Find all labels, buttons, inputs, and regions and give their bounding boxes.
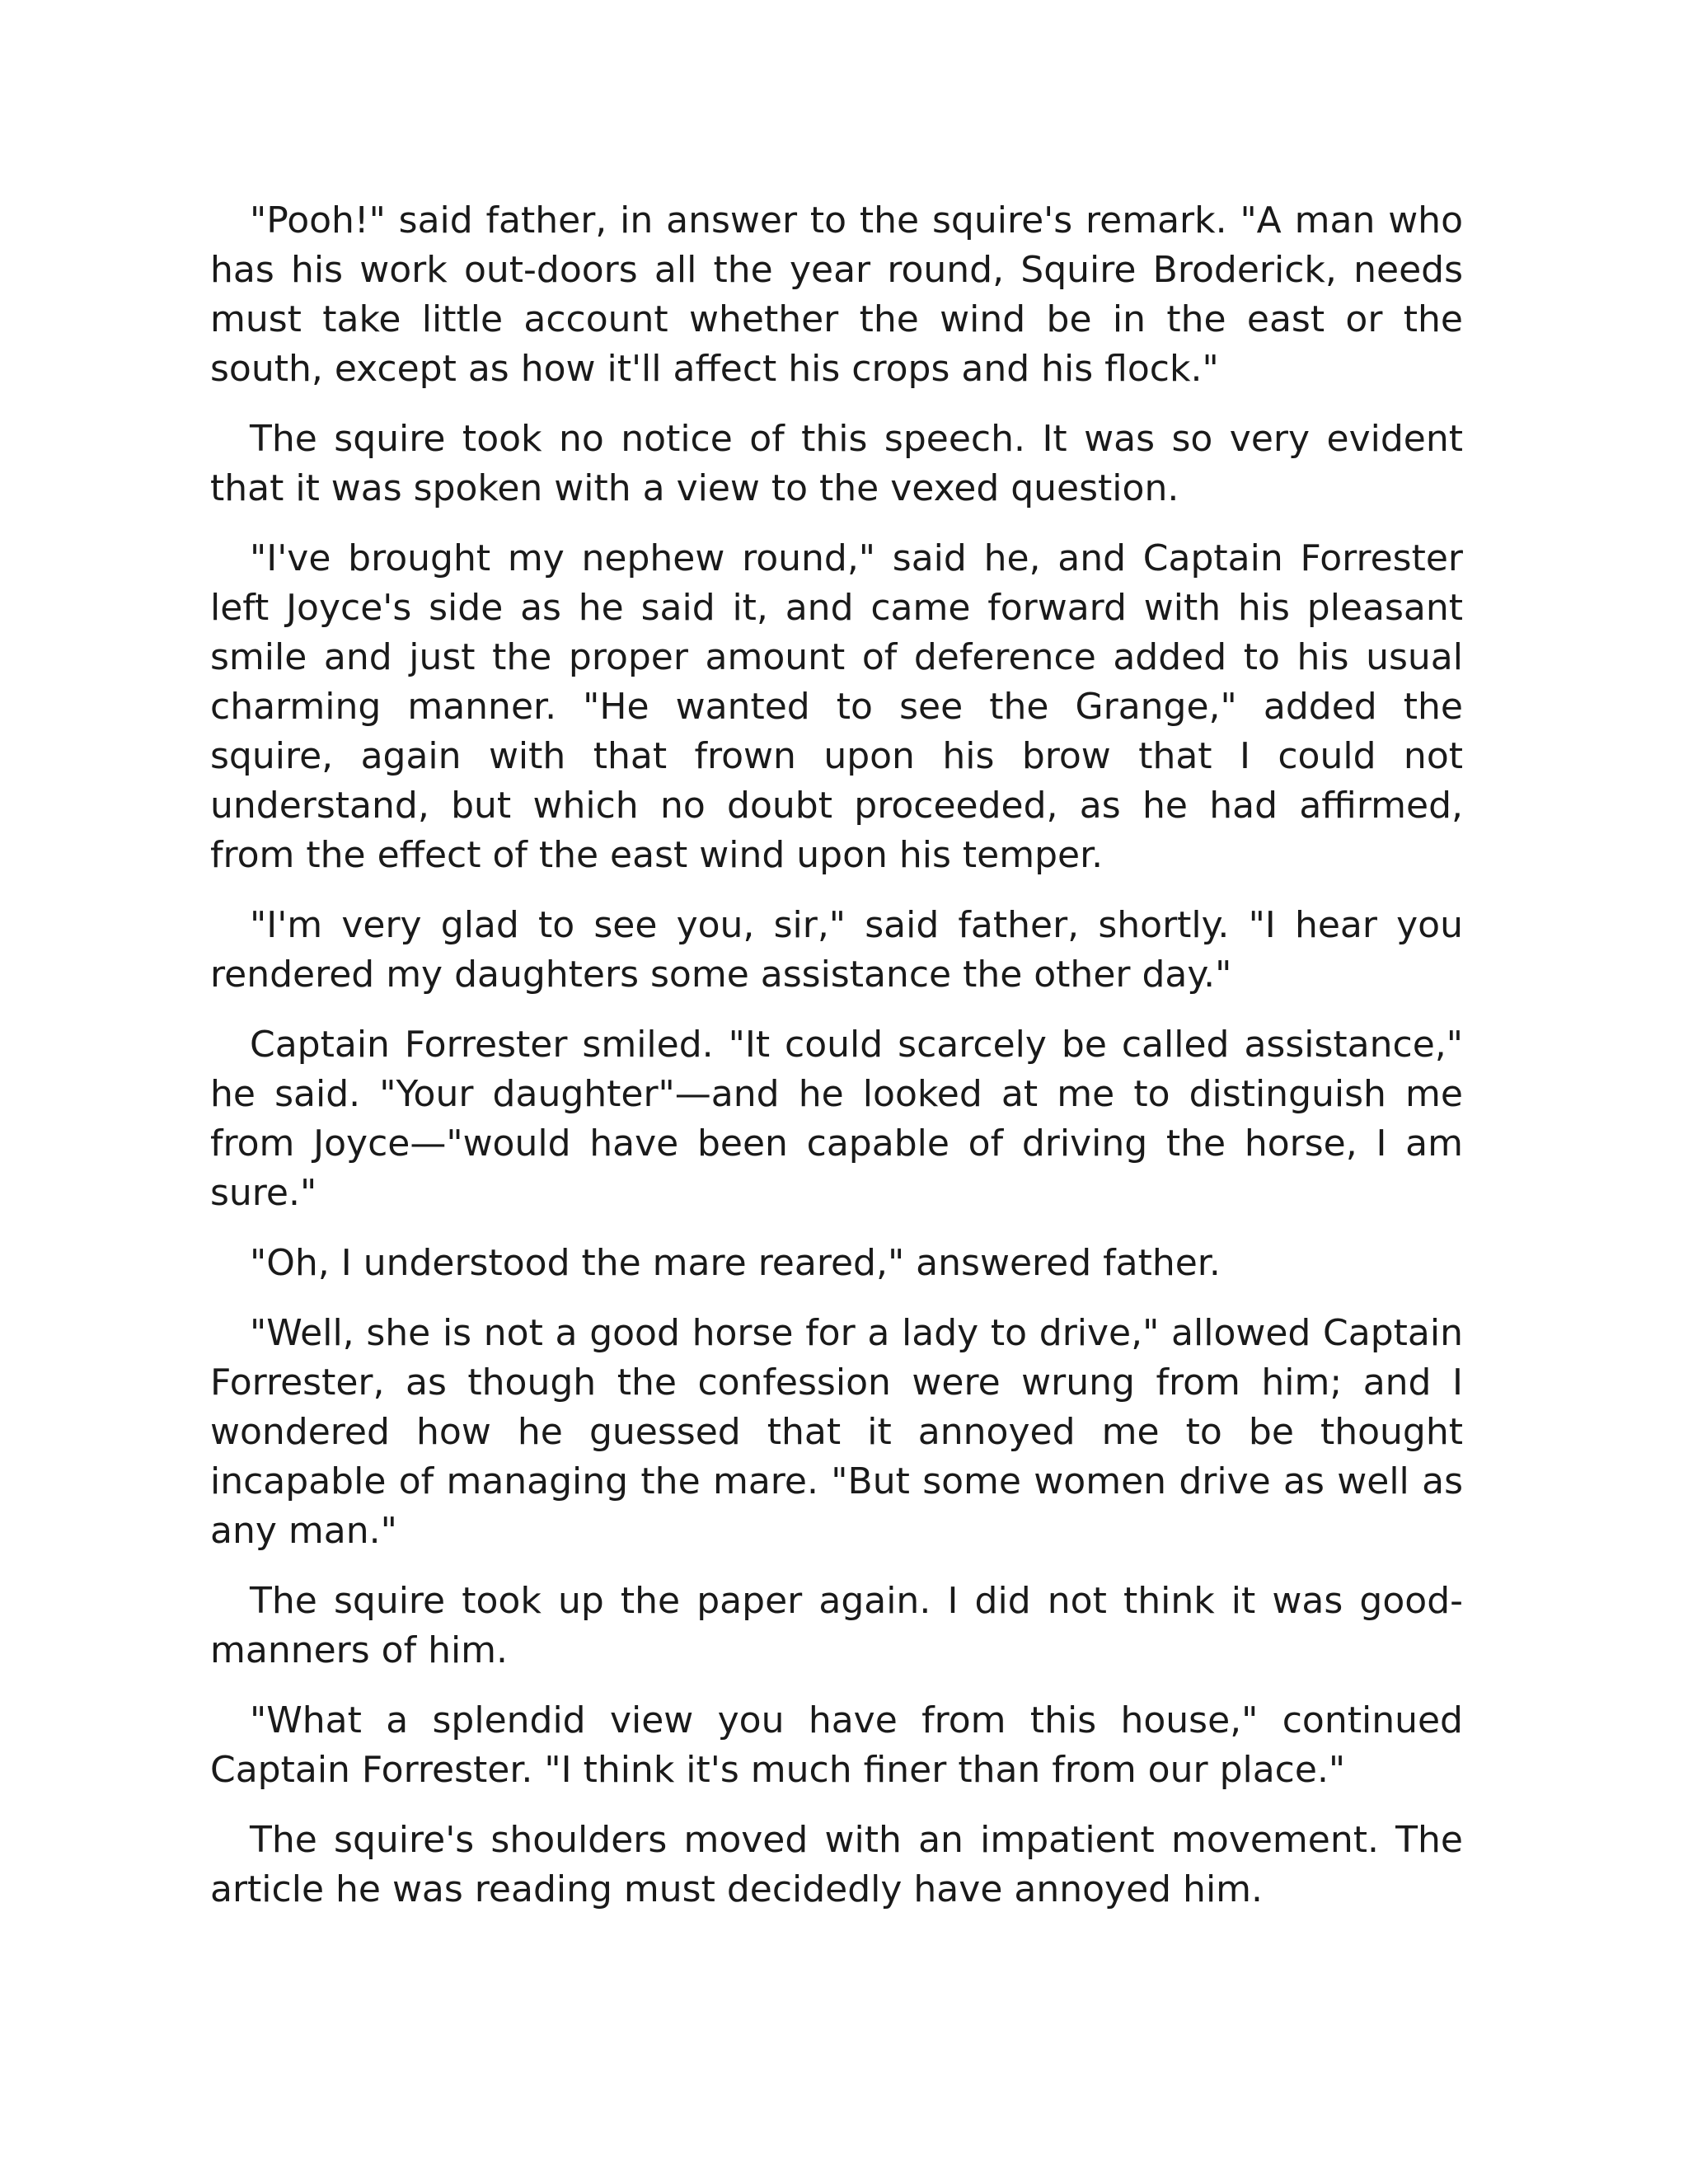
paragraph: Captain Forrester smiled. "It could scarcely be called assistance," he said. "Your daughter"—and he looked at me to distinguish me from Joyce—"would have been capable of driving the horse, I am sure.": [210, 1024, 1463, 1214]
paragraph: "I'm very glad to see you, sir," said father, shortly. "I hear you rendered my daughters some assistance the other day.": [210, 904, 1463, 996]
paragraph: "What a splendid view you have from this house," continued Captain Forrester. "I think it's much finer than from our place.": [210, 1699, 1463, 1791]
paragraph: "Oh, I understood the mare reared," answered father.: [250, 1242, 1221, 1284]
page-text: [210, 196, 1463, 1935]
paragraph: "Well, she is not a good horse for a lady to drive," allowed Captain Forrester, as though the confession were wrung from him; and I wondered how he guessed that it annoyed me to be thought incapable of managing the mare. "But some women drive as well as any man.": [210, 1312, 1463, 1552]
paragraph: "I've brought my nephew round," said he, and Captain Forrester left Joyce's side as he said it, and came forward with his pleasant smile and just the proper amount of deference added to his usual charming manner. "He wanted to see the Grange," added the squire, again with that frown upon his brow that I could not understand, but which no doubt proceeded, as he had affirmed, from the effect of the east wind upon his temper.: [210, 537, 1463, 876]
paragraph: The squire's shoulders moved with an impatient movement. The article he was reading must decidedly have annoyed him.: [210, 1819, 1463, 1910]
paragraph: The squire took no notice of this speech. It was so very evident that it was spoken with a view to the vexed question.: [210, 418, 1463, 509]
paragraph: "Pooh!" said father, in answer to the squire's remark. "A man who has his work out-doors all the year round, Squire Broderick, needs must take little account whether the wind be in the east or the south, except as how it'll affect his crops and his flock.": [210, 199, 1463, 390]
paragraph: The squire took up the paper again. I did not think it was good-manners of him.: [210, 1580, 1463, 1671]
